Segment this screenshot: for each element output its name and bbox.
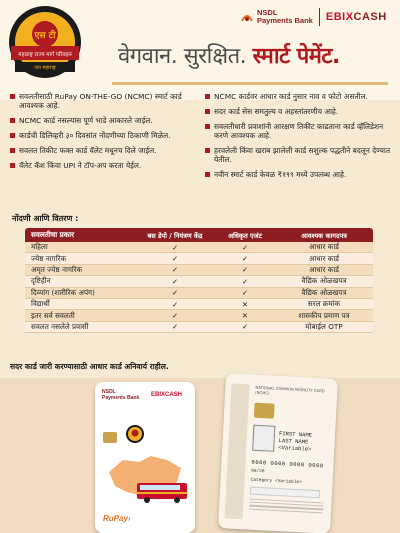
bullet-text: वॅलेट कॅश किंवा UPI ने टॉप-अप करता येईल.: [19, 161, 142, 170]
nsdl-subname: Payments Bank: [257, 16, 313, 25]
tagline-plain: वेगवान. सुरक्षित.: [118, 44, 247, 69]
bullet-text: कार्डची डिलिव्हरी ३० दिवसांत नोंदणीच्या ठिकाणी मिळेल.: [19, 131, 171, 140]
partner-brands: [240, 6, 396, 28]
info-bullets: [10, 92, 394, 212]
cell-depot: ✓: [171, 242, 179, 252]
first-name: FIRST NAME: [278, 430, 313, 439]
bullet-item: [10, 92, 199, 110]
bullet-item: [205, 146, 394, 164]
cardholder-name: [278, 430, 312, 453]
cell-agent: ✓: [241, 322, 249, 332]
table-row: [25, 299, 373, 310]
ncmc-card-front: [95, 382, 195, 533]
header-authorized-agent: अधिकृत एजंट: [228, 231, 262, 240]
cell-document: आधार कार्ड: [308, 242, 340, 252]
table-header: [25, 228, 373, 242]
nsdl-logo: [240, 9, 313, 25]
cell-type: अमृत ज्येष्ठ नागरिक: [31, 264, 83, 274]
table-row: [25, 265, 373, 276]
cell-agent: ✓: [241, 288, 249, 298]
rupay-logo: [103, 514, 131, 523]
brand-divider: [319, 8, 320, 26]
table-row: [25, 310, 373, 321]
cell-depot: ✓: [171, 288, 179, 298]
bullet-text: NCMC कार्डवर आधार कार्ड नुसार नाव व फोटो असतील.: [214, 92, 368, 101]
cell-type: दृष्टिहीन: [31, 276, 51, 286]
nsdl-name: NSDL: [257, 8, 278, 17]
logo-bottom-text: जय महाराष्ट्र: [34, 65, 56, 71]
bullet-item: [205, 107, 394, 116]
cell-depot: ✓: [171, 299, 179, 309]
cell-depot: ✓: [171, 322, 179, 332]
ncmc-card-back: [218, 373, 338, 533]
bullet-square-icon: [205, 94, 210, 99]
tagline-underline: [112, 82, 388, 85]
aadhaar-note: सदर कार्ड जारी करण्यासाठी आधार कार्ड अनिवार्य राहील.: [10, 362, 169, 371]
header-required-document: आवश्यक कागदपत्र: [301, 231, 347, 240]
concession-table: [25, 228, 373, 333]
bullet-square-icon: [205, 124, 210, 129]
bullet-text: सवलतीसाठी RuPay ON-THE-GO (NCMC) स्मार्ट कार्ड आवश्यक आहे.: [19, 92, 182, 110]
table-row: [25, 253, 373, 264]
table-row: [25, 242, 373, 253]
cell-document: वैद्यिक ओळखपत्र: [301, 276, 347, 286]
header: [0, 0, 400, 100]
card-nsdl-subname: Payments Bank: [102, 394, 140, 401]
card-msrtc-logo-icon: [125, 424, 145, 444]
cell-agent: ✕: [241, 311, 249, 321]
cell-type: ज्येष्ठ नागरिक: [31, 253, 67, 263]
header-bus-depot: बस डेपो / नियंत्रण केंद्र: [147, 231, 203, 240]
bullet-text: सवलत तिकीट फक्त कार्ड वॅलेट मधूनच दिले जाईल.: [19, 146, 157, 155]
bullet-item: [10, 146, 199, 155]
bullets-left-column: [10, 92, 199, 212]
card-nsdl-name: NSDL: [102, 389, 116, 395]
rupay-name: RuPay: [103, 514, 128, 523]
card-expiry: 06/28: [250, 468, 265, 475]
bullet-text: NCMC कार्ड नसल्यास पूर्ण भाडे आकारले जाईल.: [19, 116, 153, 125]
bullet-square-icon: [10, 163, 15, 168]
cell-type: महिला: [31, 242, 48, 252]
photo-placeholder-icon: [252, 425, 275, 452]
nsdl-mark-icon: [240, 10, 254, 24]
cell-agent: ✓: [241, 276, 249, 286]
card-nsdl-logo: [102, 390, 139, 401]
bullet-square-icon: [10, 94, 15, 99]
cell-document: सरल क्रमांक: [307, 299, 341, 309]
card-back-title: NATIONAL COMMON MOBILITY CARD (NCMC): [255, 384, 325, 396]
bullet-item: [205, 122, 394, 140]
table-row: [25, 276, 373, 287]
bullet-square-icon: [205, 172, 210, 177]
ebix-part: EBIX: [325, 11, 354, 23]
bullet-text: हरवलेली किंवा खराब झालेली कार्ड सशुल्क पद्धतीने बदलून देण्यात येतील.: [214, 146, 391, 164]
last-name: LAST NAME: [278, 437, 309, 446]
bullet-square-icon: [205, 109, 210, 114]
cell-agent: ✕: [241, 299, 249, 309]
cards-background: [0, 378, 400, 533]
bullet-text: सदर कार्ड सेस समतुल्य व अहस्तांतरणीय आहे.: [214, 107, 339, 116]
card-category: Category <Variable>: [250, 477, 302, 486]
cell-agent: ✓: [241, 265, 249, 275]
cell-type: विद्यार्थी: [31, 299, 50, 309]
bullet-square-icon: [10, 148, 15, 153]
card-magnetic-strip: [225, 383, 250, 519]
rupay-chevron-icon: ›: [127, 514, 131, 523]
cell-document: आधार कार्ड: [308, 253, 340, 263]
cell-depot: ✓: [171, 254, 179, 264]
cell-type: सवलत नसलेले प्रवासी: [31, 321, 89, 331]
cell-document: आधार कार्ड: [308, 264, 340, 274]
cell-document: मोबाईल OTP: [305, 321, 343, 331]
cell-agent: ✓: [241, 242, 249, 252]
table-row: [25, 288, 373, 299]
bullets-right-column: [205, 92, 394, 212]
bullet-square-icon: [205, 148, 210, 153]
bullet-item: [10, 131, 199, 140]
card-ebix-logo: EBIXCASH: [151, 392, 183, 398]
logo-band-text: महाराष्ट्र राज्य मार्ग परिवहन: [18, 52, 72, 58]
card-fine-print: [249, 499, 324, 523]
bullet-text: सवलतीधारी प्रवाशांनी आरक्षण तिकीट काढताना कार्ड व्हॅलिडेशन करणे आवश्यक आहे.: [214, 122, 384, 140]
cell-document: शासकीय प्रमाण पत्र: [298, 310, 350, 320]
msrtc-logo: [5, 2, 85, 82]
ebixcash-logo: [326, 11, 387, 23]
bullet-item: [10, 161, 199, 170]
signature-panel: [250, 487, 320, 499]
bullet-item: [205, 170, 394, 179]
cell-depot: ✓: [171, 311, 179, 321]
bullet-text: नवीन स्मार्ट कार्ड केवळ ₹१९९ मध्ये उपलब्ध आहे.: [214, 170, 347, 179]
bus-icon: [135, 480, 190, 504]
name-variable: <Variable>: [278, 444, 312, 453]
bullet-item: [10, 116, 199, 125]
cell-type: इतर सर्व सवलती: [31, 310, 75, 320]
registration-title: नोंदणी आणि वितरण :: [12, 214, 79, 223]
cell-depot: ✓: [171, 276, 179, 286]
logo-center-text: एस टी: [34, 31, 56, 41]
cell-type: दिव्यांग (शारीरिक अपंग): [31, 287, 95, 297]
card-chip-icon: [103, 432, 117, 443]
header-concession-type: सवलतीचा प्रकार: [31, 230, 75, 239]
cell-document: वैद्यिक ओळखपत्र: [301, 287, 347, 297]
bullet-square-icon: [10, 133, 15, 138]
tagline: [118, 40, 340, 70]
bullet-item: [205, 92, 394, 101]
bullet-square-icon: [10, 118, 15, 123]
tagline-accent: स्मार्ट पेमेंट.: [252, 44, 340, 69]
cell-agent: ✓: [241, 254, 249, 264]
card-back-chip-icon: [254, 403, 275, 419]
table-row: [25, 322, 373, 333]
cash-part: CASH: [353, 11, 387, 23]
cell-depot: ✓: [171, 265, 179, 275]
card-number: 8000 0000 0000 0000: [251, 458, 324, 470]
